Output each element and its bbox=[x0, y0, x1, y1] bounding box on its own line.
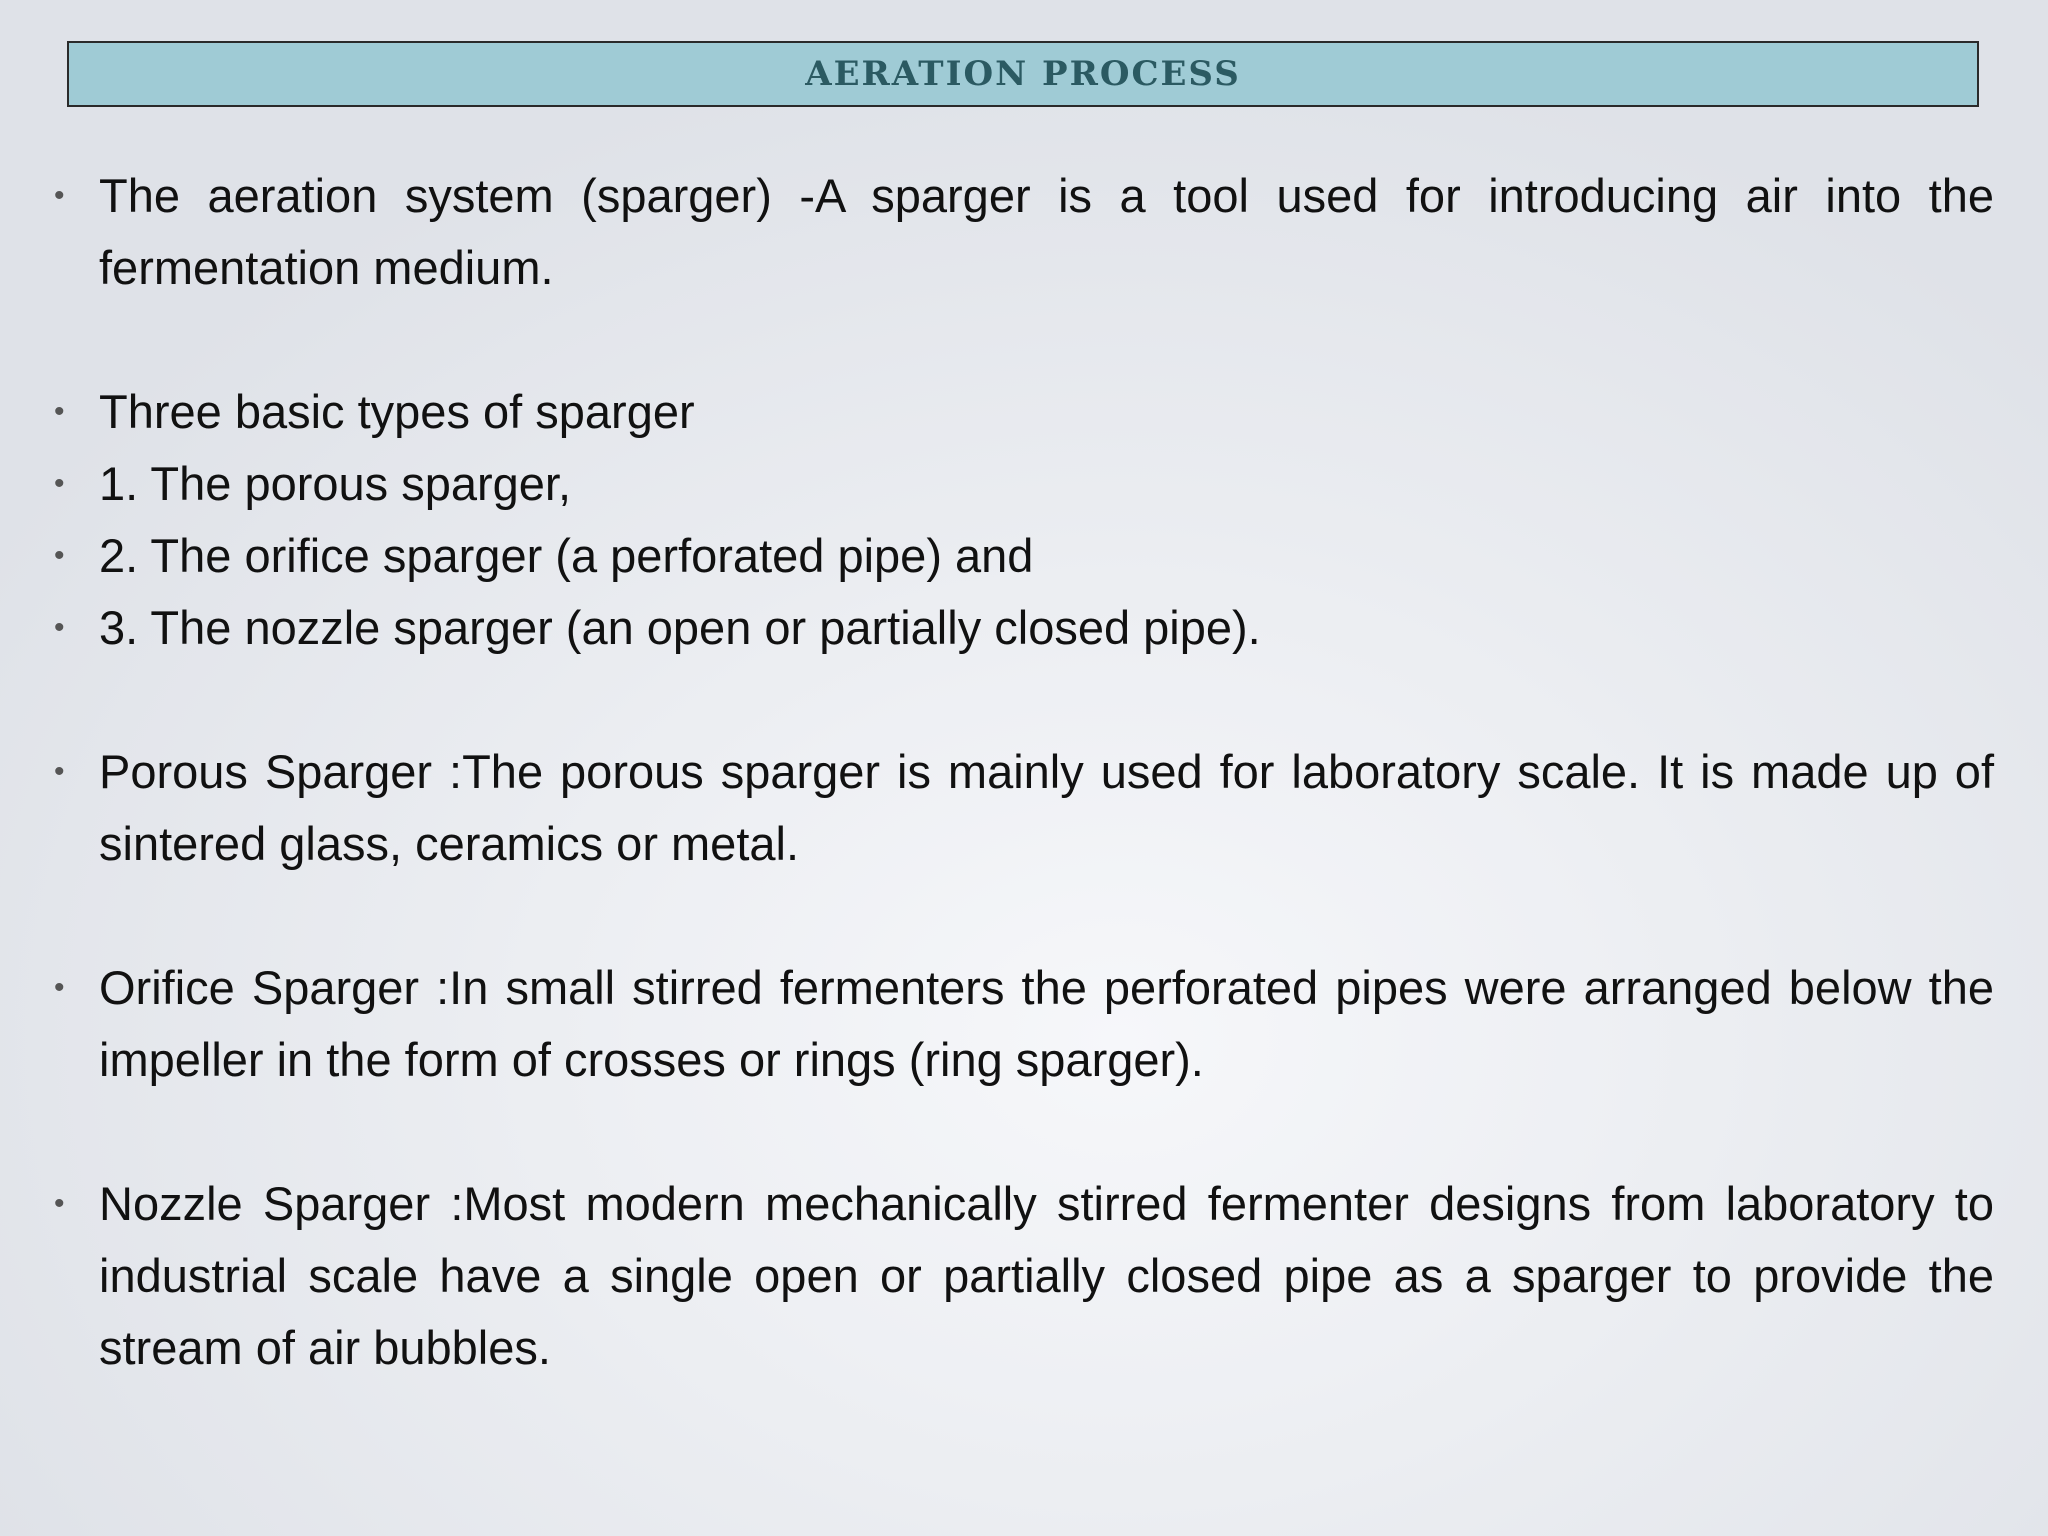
list-item bbox=[52, 736, 1994, 880]
list-item-text: Three basic types of sparger bbox=[99, 385, 695, 438]
list-item-text: Porous Sparger :The porous sparger is mainly used for laboratory scale. It is made up of sintered glass, ceramics or metal. bbox=[99, 745, 1994, 870]
list-item bbox=[52, 160, 1994, 304]
bullet-icon: • bbox=[54, 1187, 65, 1220]
list-item-text: 1. The porous sparger, bbox=[99, 457, 572, 510]
list-item bbox=[52, 520, 1994, 592]
slide-title: AERATION PROCESS bbox=[805, 54, 1241, 94]
list-item-text: Nozzle Sparger :Most modern mechanically stirred fermenter designs from laboratory to industrial scale have a single open or partially closed pipe as a sparger to provide the stream of air bubbles. bbox=[99, 1177, 1994, 1374]
title-banner bbox=[67, 41, 1979, 107]
list-item-text: 3. The nozzle sparger (an open or partially closed pipe). bbox=[99, 601, 1261, 654]
list-item-text: Orifice Sparger :In small stirred fermenters the perforated pipes were arranged below the impeller in the form of crosses or rings (ring sparger). bbox=[99, 961, 1994, 1086]
list-item-text: 2. The orifice sparger (a perforated pipe) and bbox=[99, 529, 1034, 582]
list-item-text: The aeration system (sparger) -A sparger is a tool used for introducing air into the fermentation medium. bbox=[99, 169, 1994, 294]
bullet-list bbox=[52, 160, 1994, 1384]
bullet-icon: • bbox=[54, 539, 65, 572]
bullet-icon: • bbox=[54, 611, 65, 644]
list-item bbox=[52, 592, 1994, 664]
bullet-icon: • bbox=[54, 395, 65, 428]
list-item bbox=[52, 1168, 1994, 1384]
bullet-icon: • bbox=[54, 179, 65, 212]
list-item bbox=[52, 952, 1994, 1096]
bullet-icon: • bbox=[54, 467, 65, 500]
bullet-icon: • bbox=[54, 971, 65, 1004]
list-item bbox=[52, 448, 1994, 520]
list-item bbox=[52, 376, 1994, 448]
bullet-icon: • bbox=[54, 755, 65, 788]
